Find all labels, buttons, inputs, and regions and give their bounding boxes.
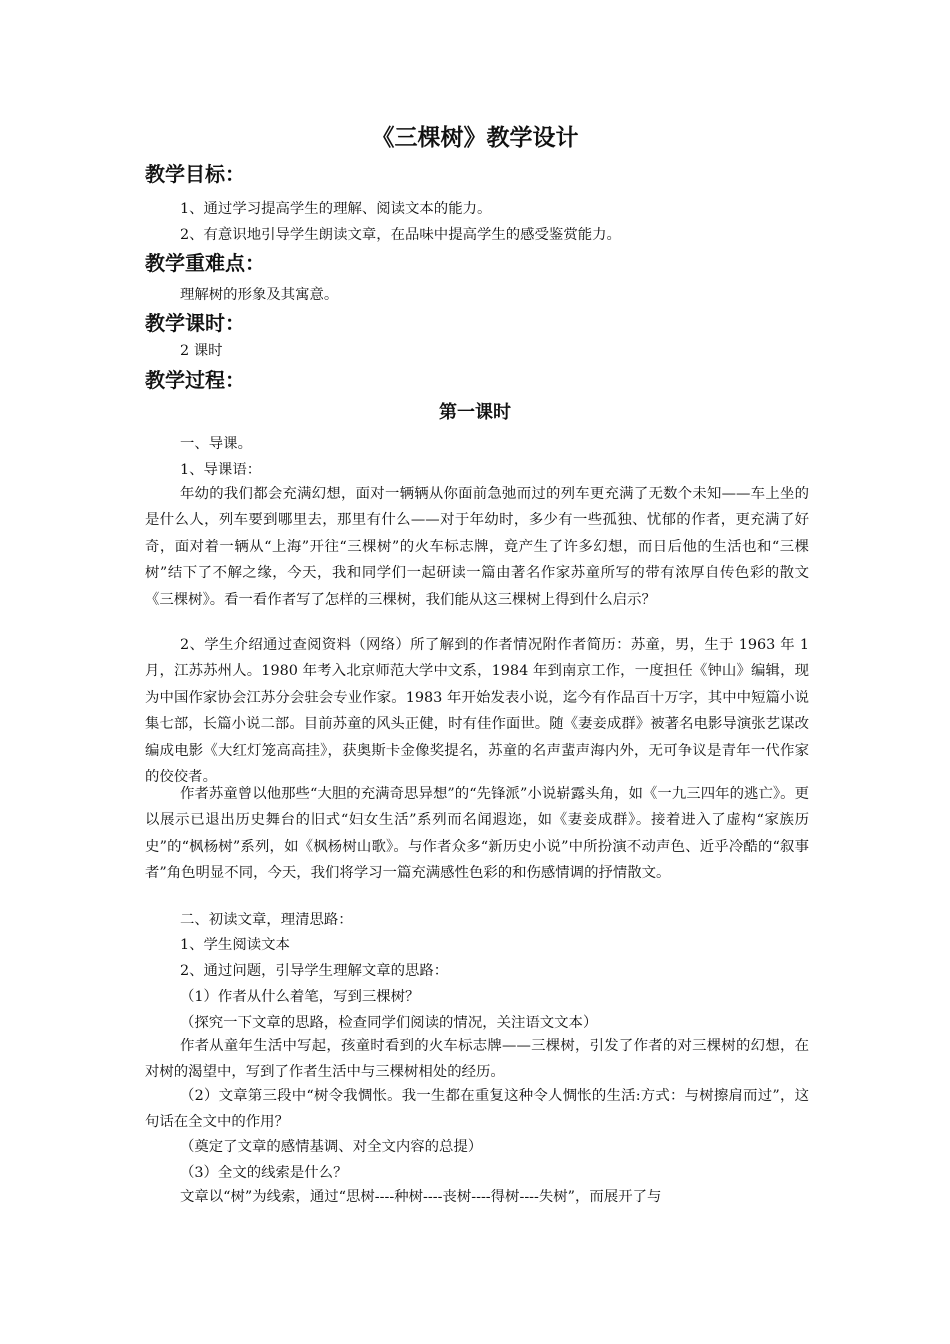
step-2: 二、初读文章，理清思路：: [180, 912, 353, 928]
question-3: （3）全文的线索是什么？: [180, 1165, 348, 1181]
heading-process: 教学过程：: [145, 368, 245, 392]
lesson-1-heading: 第一课时: [439, 402, 511, 423]
document-title: 《三棵树》教学设计: [371, 125, 579, 151]
question-2: （2）文章第三段中“树令我惆怅。我一生都在重复这种令人惆怅的生活:方式：与树擦肩而过”，这句话在全文中的作用？: [145, 1088, 809, 1131]
hours-text: 2 课时: [180, 343, 223, 359]
question-1-note: （探究一下文章的思路，检查同学们阅读的情况，关注语文文本）: [180, 1015, 598, 1031]
step-1: 一、导课。: [180, 436, 252, 452]
question-3-answer: 文章以“树”为线索，通过“思树----种树----丧树----得树----失树”，而展开了与: [180, 1189, 662, 1205]
objective-item-1: 1、通过学习提高学生的理解、阅读文本的能力。: [180, 201, 492, 217]
heading-hours: 教学课时：: [145, 311, 245, 335]
question-1-answer: 作者从童年生活中写起，孩童时看到的火车标志牌——三棵树，引发了作者的对三棵树的幻想，在对树的渴望中，写到了作者生活中与三棵树相处的经历。: [145, 1038, 809, 1081]
key-points-text: 理解树的形象及其寓意。: [180, 287, 339, 303]
question-1: （1）作者从什么着笔，写到三棵树？: [180, 989, 420, 1005]
heading-key-points: 教学重难点：: [145, 251, 265, 275]
step-2-2: 2、通过问题，引导学生理解文章的思路：: [180, 963, 449, 979]
objective-item-2: 2、有意识地引导学生朗读文章，在品味中提高学生的感受鉴赏能力。: [180, 227, 621, 243]
works-paragraph: 作者苏童曾以他那些“大胆的充满奇思异想”的“先锋派”小说崭露头角，如《一九三四年的逃亡》。更以展示已退出历史舞台的旧式“妇女生活”系列而名闻遐迩，如《妻妾成群》。接着进入了虚构“家族历史”的“枫杨树”系列，如《枫杨树山歌》。与作者众多“新历史小说”中所扮演不动声色、近乎冷酷的“叙事者”角色明显不同，今天，我们将学习一篇充满感性色彩的和伤感情调的抒情散文。: [145, 786, 809, 882]
step-1-1: 1、导课语：: [180, 462, 262, 478]
step-2-1: 1、学生阅读文本: [180, 937, 290, 953]
question-2-answer: （奠定了文章的感情基调、对全文内容的总提）: [180, 1139, 483, 1155]
author-paragraph: 2、学生介绍通过查阅资料（网络）所了解到的作者情况附作者简历：苏童，男，生于 1963 年 1 月，江苏苏州人。1980 年考入北京师范大学中文系，1984 年到南京工作，一度担任《钟山》编辑，现为中国作家协会江苏分会驻会专业作家。1983 年开始发表小说，迄今有作品百十万字，其中中短篇小说集七部，长篇小说二部。目前苏童的风头正健，时有佳作面世。随《妻妾成群》被著名电影导演张艺谋改编成电影《大红灯笼高高挂》，获奥斯卡金像奖提名，苏童的名声蜚声海内外，无可争议是青年一代作家的佼佼者。: [145, 637, 809, 786]
intro-paragraph: 年幼的我们都会充满幻想，面对一辆辆从你面前急弛而过的列车更充满了无数个未知——车上坐的是什么人，列车要到哪里去，那里有什么——对于年幼时，多少有一些孤独、忧郁的作者，更充满了好奇，面对着一辆从“上海”开往“三棵树”的火车标志牌，竟产生了许多幻想，而日后他的生活也和“三棵树”结下了不解之缘，今天，我和同学们一起研读一篇由著名作家苏童所写的带有浓厚自传色彩的散文《三棵树》。看一看作者写了怎样的三棵树，我们能从这三棵树上得到什么启示？: [145, 486, 809, 608]
heading-objectives: 教学目标：: [145, 162, 245, 186]
